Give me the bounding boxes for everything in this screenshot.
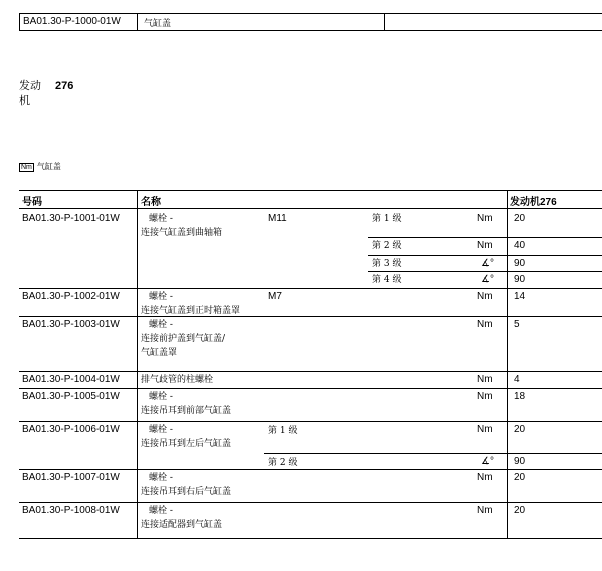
torque-value: 90 bbox=[514, 274, 526, 285]
document-header bbox=[19, 13, 602, 31]
part-name: 连接气缸盖到正时箱盖罩 bbox=[141, 306, 241, 316]
torque-value: 20 bbox=[514, 424, 526, 435]
part-name: 螺栓 - bbox=[149, 292, 173, 302]
part-name: 螺栓 - bbox=[149, 506, 173, 516]
torque-unit: Nm bbox=[477, 240, 493, 251]
spec-or-stage: 第 1 级 bbox=[268, 426, 298, 436]
torque-value: 90 bbox=[514, 258, 526, 269]
torque-unit: Nm bbox=[477, 291, 493, 302]
torque-value: 40 bbox=[514, 240, 526, 251]
part-name: 气缸盖罩 bbox=[141, 348, 178, 358]
torque-unit: Nm bbox=[477, 319, 493, 330]
part-name: 连接吊耳到左后气缸盖 bbox=[141, 439, 232, 449]
torque-value: 20 bbox=[514, 213, 526, 224]
torque-unit: ∡° bbox=[481, 274, 494, 285]
part-code: BA01.30-P-1002-01W bbox=[22, 291, 120, 302]
torque-unit: Nm bbox=[477, 472, 493, 483]
torque-unit: Nm bbox=[477, 424, 493, 435]
section-title: 气缸盖 bbox=[36, 162, 61, 171]
torque-value: 5 bbox=[514, 319, 520, 330]
torque-value: 20 bbox=[514, 505, 526, 516]
table-row bbox=[19, 210, 602, 237]
table-top-rule bbox=[19, 190, 602, 191]
spec-or-stage: M7 bbox=[268, 291, 282, 302]
row-rule bbox=[19, 538, 602, 539]
part-name: 连接吊耳到右后气缸盖 bbox=[141, 487, 232, 497]
tightening-stage: 第 2 级 bbox=[372, 241, 402, 251]
engine-label-line1: 发动 bbox=[19, 80, 41, 92]
part-name: 连接吊耳到前部气缸盖 bbox=[141, 406, 232, 416]
torque-value: 14 bbox=[514, 291, 526, 302]
header-rule bbox=[19, 208, 602, 209]
table-row bbox=[19, 421, 602, 453]
tightening-stage: 第 3 级 bbox=[372, 259, 402, 269]
doc-title: 气缸盖 bbox=[138, 14, 385, 30]
part-name: 螺栓 - bbox=[149, 425, 173, 435]
torque-unit: Nm bbox=[477, 505, 493, 516]
spec-or-stage: M11 bbox=[268, 213, 287, 224]
engine-label-line2: 机 bbox=[19, 95, 30, 107]
torque-value: 4 bbox=[514, 374, 520, 385]
table-row bbox=[19, 271, 602, 288]
part-code: BA01.30-P-1001-01W bbox=[22, 213, 120, 224]
engine-label bbox=[19, 79, 73, 109]
part-code: BA01.30-P-1004-01W bbox=[22, 374, 120, 385]
part-name: 螺栓 - bbox=[149, 214, 173, 224]
torque-unit: Nm bbox=[477, 391, 493, 402]
part-name: 螺栓 - bbox=[149, 473, 173, 483]
torque-icon: Nm bbox=[21, 164, 32, 171]
tightening-stage: 第 4 级 bbox=[372, 275, 402, 285]
table-row bbox=[19, 371, 602, 388]
part-name: 连接前护盖到气缸盖/ bbox=[141, 334, 226, 344]
table-row bbox=[19, 316, 602, 371]
part-code: BA01.30-P-1003-01W bbox=[22, 319, 120, 330]
part-code: BA01.30-P-1007-01W bbox=[22, 472, 120, 483]
doc-code: BA01.30-P-1000-01W bbox=[20, 14, 138, 30]
part-name: 排气歧管的柱螺栓 bbox=[141, 375, 214, 385]
table-row bbox=[19, 255, 602, 271]
header-empty-cell bbox=[385, 14, 602, 30]
header-name: 名称 bbox=[141, 197, 161, 208]
torque-value: 90 bbox=[514, 456, 526, 467]
part-code: BA01.30-P-1006-01W bbox=[22, 424, 120, 435]
table-row bbox=[19, 288, 602, 316]
part-name: 螺栓 - bbox=[149, 392, 173, 402]
spec-or-stage: 第 2 级 bbox=[268, 458, 298, 468]
torque-unit: Nm bbox=[477, 213, 493, 224]
table-row bbox=[19, 453, 602, 469]
section-heading bbox=[19, 160, 61, 174]
tightening-stage: 第 1 级 bbox=[372, 214, 402, 224]
header-code: 号码 bbox=[22, 197, 42, 208]
torque-unit: ∡° bbox=[481, 456, 494, 467]
torque-unit: Nm bbox=[477, 374, 493, 385]
header-engine: 发动机276 bbox=[510, 197, 557, 208]
part-name: 连接适配器到气缸盖 bbox=[141, 520, 223, 530]
part-name: 螺栓 - bbox=[149, 320, 173, 330]
engine-number: 276 bbox=[55, 80, 74, 92]
torque-value: 20 bbox=[514, 472, 526, 483]
part-code: BA01.30-P-1008-01W bbox=[22, 505, 120, 516]
table-row bbox=[19, 237, 602, 255]
part-name: 连接气缸盖到曲轴箱 bbox=[141, 228, 223, 238]
torque-value: 18 bbox=[514, 391, 526, 402]
table-header-row bbox=[19, 190, 602, 208]
table-row bbox=[19, 502, 602, 538]
torque-unit: ∡° bbox=[481, 258, 494, 269]
table-row bbox=[19, 388, 602, 421]
part-code: BA01.30-P-1005-01W bbox=[22, 391, 120, 402]
table-row bbox=[19, 469, 602, 502]
